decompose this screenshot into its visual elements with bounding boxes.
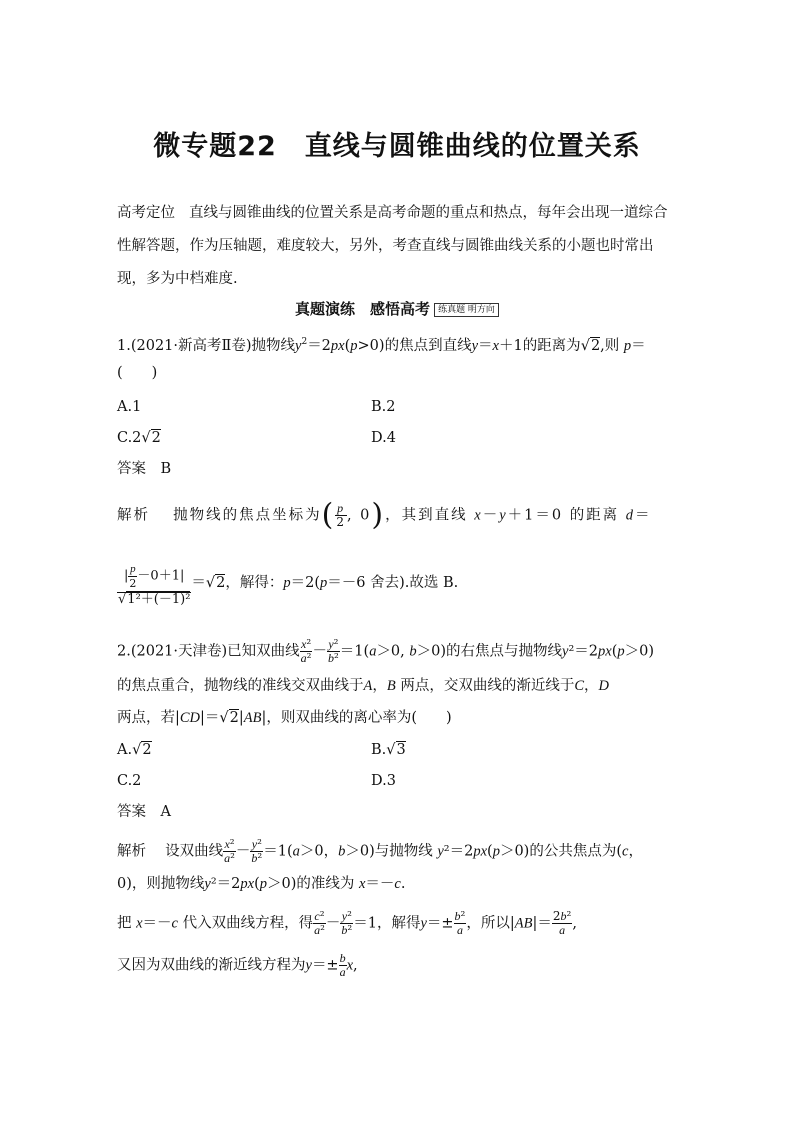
- q2-line3a: 两点，若|: [117, 710, 180, 726]
- page-title: 微专题22 直线与圆锥曲线的位置关系: [153, 131, 641, 162]
- section-heading: [0, 298, 794, 319]
- q2-explanation-line2: 0)，则抛物线y²＝2px(p＞0)的准线为 x＝－c.: [117, 876, 406, 892]
- q2-line2-text: 的焦点重合，抛物线的准线交双曲线于: [117, 678, 364, 694]
- q2-line3: 两点，若|CD|＝√2|AB|，则双曲线的离心率为( ): [117, 710, 452, 726]
- q1-stem-c: 的距离为: [522, 337, 581, 354]
- q1-exp5: (: [314, 575, 321, 591]
- q2-explanation-line1: 解析 设双曲线 $\frac{\text{x²}}{\text{a²}}$ － $\frac{\text{y²}}{\text{b²}}$ ＝1(a＞0，b＞0)与抛物线 y²＝2px(p＞0)的公共焦点为(c，: [117, 837, 643, 865]
- q2-exp8: ，解得: [376, 915, 421, 932]
- q2-exp5: 的准线为: [296, 876, 355, 892]
- q2-line2b-text: 两点，交双曲线的渐近线于: [400, 678, 575, 694]
- q2-exp1: 设双曲线: [165, 843, 224, 860]
- q2-option-b: B.√3: [371, 742, 406, 758]
- q2-stem-a: 2.(2021·天津卷)已知双曲线: [117, 643, 300, 660]
- q1-stem-d: ,则: [600, 337, 620, 354]
- q1-option-c: C.2√2: [117, 430, 161, 446]
- q1-explanation-line2: | $\frac{p}{2}$ －0＋1| √1²＋(－1)² ＝√2，解得：p＝2(p＝－6 舍去).故选 B.: [117, 560, 458, 606]
- q2-exp7: 代入双曲线方程，得: [182, 915, 314, 932]
- q1-answer: 答案 B: [117, 461, 172, 477]
- q1-stem-a: 1.(2021·新高考Ⅱ卷)抛物线: [117, 337, 296, 354]
- q1-explanation-line1: 解析 抛物线的焦点坐标为( $\frac{p}{2}$ , 0)，其到直线 x－y＋1＝0 的距离 d＝: [117, 497, 652, 533]
- q2-option-a-label: A.: [117, 742, 133, 758]
- q2-option-c: C.2: [117, 773, 142, 789]
- q2-stem-b: 的右焦点与抛物线: [446, 643, 563, 660]
- q1-stem-b: 的焦点到直线: [384, 337, 472, 354]
- q2-exp-label: 解析: [117, 843, 146, 860]
- q1-exp3: 的距离: [569, 507, 620, 524]
- q2-option-a: A.√2: [117, 742, 152, 758]
- q2-option-b-label: B.: [371, 742, 387, 758]
- q1-exp-label: 解析: [117, 507, 150, 524]
- q2-answer: 答案 A: [117, 804, 171, 820]
- q1-option-d: D.4: [371, 430, 396, 446]
- q2-exp9: ，所以|: [466, 915, 515, 932]
- q1-exp6: 舍去).故选 B.: [370, 575, 459, 591]
- q2-exp4: 0)，则抛物线: [117, 876, 205, 892]
- q1-option-c-label: C.2: [117, 430, 142, 446]
- q2-exp3: 的公共焦点为(: [529, 843, 623, 860]
- section-tag: 练真题 明方向: [434, 303, 499, 317]
- q2-exp2: 与抛物线: [374, 843, 433, 860]
- intro-label: 高考定位: [117, 205, 175, 221]
- q1-exp4: ，解得：: [225, 575, 284, 591]
- q1-option-a: A.1: [117, 399, 142, 415]
- q2-option-d: D.3: [371, 773, 396, 789]
- q2-exp6: 把: [117, 915, 132, 932]
- q1-stem: 1.(2021·新高考Ⅱ卷)抛物线$y^2=2px(p>0)$的焦点到直线y＝x＋1的距离为√2,则 p＝: [117, 337, 646, 354]
- q1-option-b: B.2: [371, 399, 396, 415]
- q2-explanation-line3: 把 x＝－c 代入双曲线方程，得 $\frac{\text{c²}}{\text{a²}}$ － $\frac{\text{y²}}{\text{b²}}$ ＝1，解得y＝± $\frac{\text{b²}}{a}$ ，所以|AB|＝ $\frac{\text{2b²}}{a}$ ,: [117, 909, 577, 937]
- q2-line3b: |，则双曲线的离心率为( ): [261, 710, 452, 726]
- q2-stem: 2.(2021·天津卷)已知双曲线 $\frac{\text{x²}}{\text{a²}}$ － $\frac{\text{y²}}{\text{b²}}$ ＝1(a＞0, b＞0)的右焦点与抛物线y²＝2px(p＞0): [117, 637, 655, 665]
- q1-exp1: 抛物线的焦点坐标为: [173, 507, 322, 524]
- q2-line2: 的焦点重合，抛物线的准线交双曲线于A，B 两点，交双曲线的渐近线于C，D: [117, 678, 609, 694]
- intro-text: 直线与圆锥曲线的位置关系是高考命题的重点和热点，每年会出现一道综合性解答题，作为压轴题，难度较大，另外，考查直线与圆锥曲线关系的小题也时常出现，多为中档难度.: [117, 205, 668, 287]
- intro-paragraph: [117, 197, 677, 296]
- q1-paren: ( ): [117, 365, 158, 381]
- q1-exp2: ，其到直线: [385, 507, 468, 524]
- section-title: 真题演练 感悟高考: [295, 300, 431, 318]
- q2-explanation-line4: 又因为双曲线的渐近线方程为y＝± $\frac{b}{a}$ x,: [117, 951, 358, 979]
- q2-exp10: 又因为双曲线的渐近线方程为: [117, 957, 306, 974]
